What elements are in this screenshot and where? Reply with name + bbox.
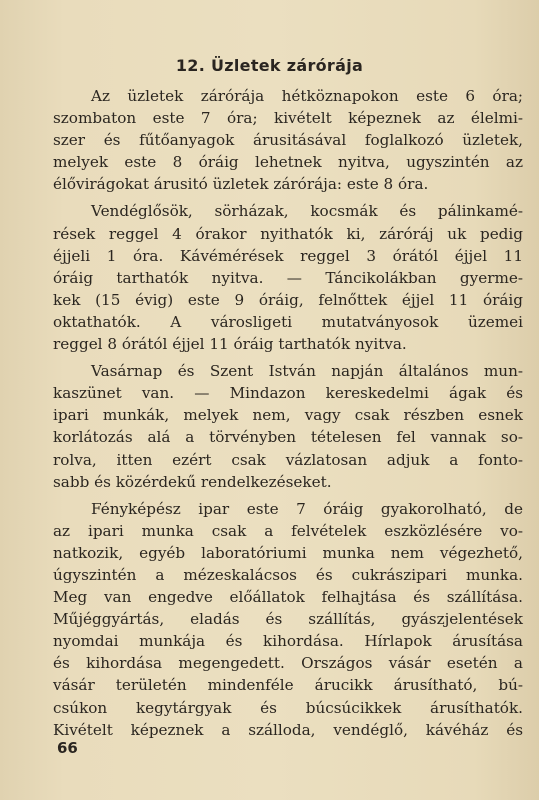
text-line: korlátozás alá a törvényben tételesen fel vannak so- — [53, 428, 523, 447]
paragraph — [53, 85, 523, 195]
page-number: 66 — [57, 739, 78, 757]
body-text — [53, 85, 523, 746]
text-line: Vasárnap és Szent István napján általános mun- — [91, 362, 523, 381]
text-line: rolva, itten ezért csak vázlatosan adjuk a fonto- — [53, 450, 523, 469]
text-line: élővirágokat árusitó üzletek zárórája: este 8 óra. — [53, 175, 429, 194]
text-line: melyek este 8 óráig lehetnek nyitva, ugyszintén az — [53, 153, 523, 172]
text-line: csúkon kegytárgyak és búcsúcikkek árusíthatók. — [53, 698, 523, 717]
text-line: Az üzletek zárórája hétköznapokon este 6 óra; — [91, 87, 523, 105]
text-line: úgyszintén a mézeskalácsos és cukrászipari munka. — [53, 565, 523, 584]
paragraph — [53, 200, 523, 355]
text-line: és kihordása megengedett. Országos vásár esetén a — [53, 654, 523, 673]
section-heading: 12. Üzletek zárórája — [175, 56, 364, 75]
text-line: oktathatók. A városligeti mutatványosok üzemei — [53, 312, 523, 331]
text-line: kaszünet van. — Mindazon kereskedelmi ágak és — [53, 384, 523, 403]
text-line: Műjéggyártás, eladás és szállítás, gyászjelentések — [53, 610, 523, 629]
text-line: az ipari munka csak a felvételek eszközlésére vo- — [53, 521, 523, 540]
text-line: natkozik, egyéb laboratóriumi munka nem végezhető, — [53, 543, 523, 562]
text-line: reggel 8 órától éjjel 11 óráig tarthatók nyitva. — [53, 335, 407, 354]
text-line: rések reggel 4 órakor nyithatók ki, záróráj uk pedig — [53, 224, 523, 243]
text-line: szer és fűtőanyagok árusitásával foglalkozó üzletek, — [53, 131, 523, 150]
text-line: Meg van engedve előállatok felhajtása és szállítása. — [53, 588, 523, 607]
paragraph — [53, 498, 523, 741]
text-line: Kivételt képeznek a szálloda, vendéglő, kávéház és — [53, 720, 523, 739]
text-line: kek (15 évig) este 9 óráig, felnőttek éjjel 11 óráig — [53, 290, 523, 309]
text-line: sabb és közérdekű rendelkezéseket. — [53, 472, 332, 491]
paragraph — [53, 360, 523, 493]
text-line: Fényképész ipar este 7 óráig gyakorolható, de — [91, 499, 523, 518]
text-line: éjjeli 1 óra. Kávémérések reggel 3 órától éjjel 11 — [53, 246, 523, 265]
text-line: vásár területén mindenféle árucikk árusítható, bú- — [53, 676, 523, 695]
text-line: ipari munkák, melyek nem, vagy csak részben esnek — [53, 406, 523, 425]
text-line: Vendéglősök, sörházak, kocsmák és pálinkamé- — [91, 202, 523, 221]
text-line: nyomdai munkája és kihordása. Hírlapok árusítása — [53, 632, 523, 651]
text-line: óráig tarthatók nyitva. — Táncikolákban gyerme- — [53, 268, 523, 287]
text-line: szombaton este 7 óra; kivételt képeznek az élelmi- — [53, 109, 523, 128]
